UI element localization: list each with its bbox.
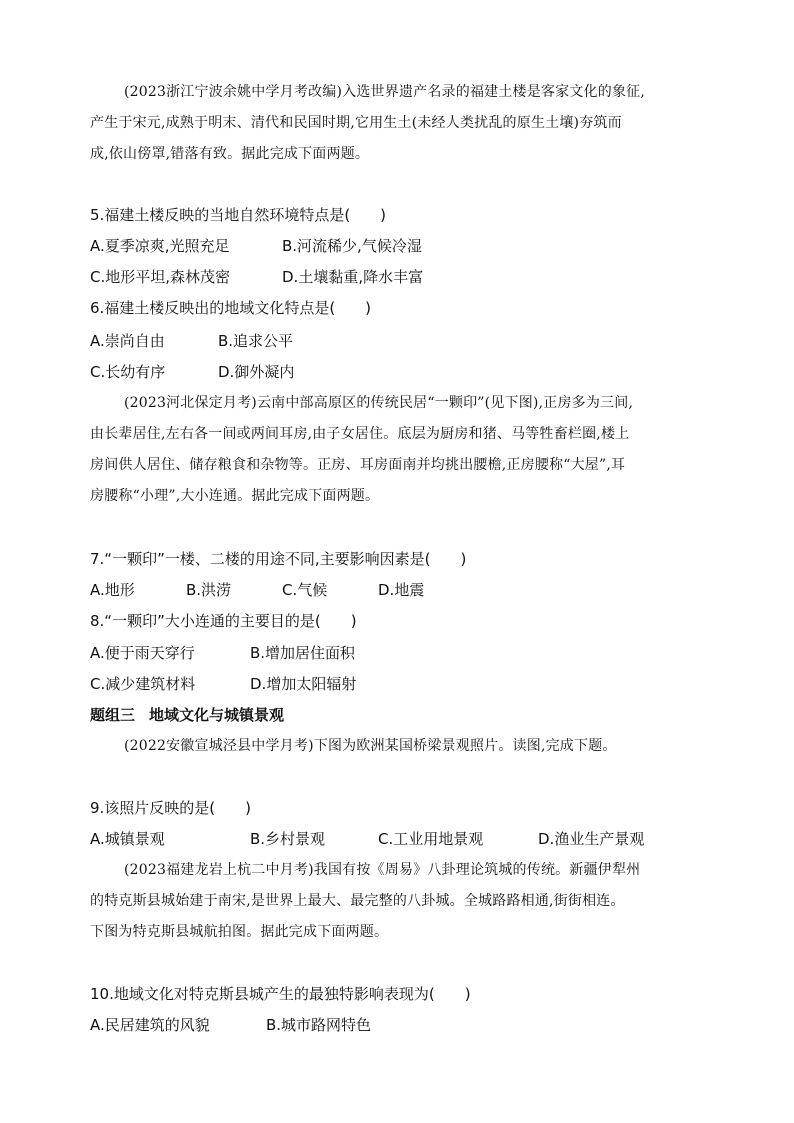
question-9-option-a: A.城镇景观 — [90, 830, 165, 848]
question-5-option-d: D.土壤黏重,降水丰富 — [282, 268, 424, 286]
passage4-line-1: (2023福建龙岩上杭二中月考)我国有按《周易》八卦理论筑城的传统。新疆伊犁州 — [124, 862, 641, 878]
passage3-line-1: (2022安徽宣城泾县中学月考)下图为欧洲某国桥梁景观照片。读图,完成下题。 — [124, 738, 617, 754]
section-heading — [90, 705, 284, 725]
question-7-option-a: A.地形 — [90, 581, 135, 599]
question-6-stem: 6.福建土楼反映出的地域文化特点是( ) — [90, 299, 372, 317]
question-10-option-b: B.城市路网特色 — [266, 1016, 372, 1034]
question-7-option-d: D.地震 — [378, 581, 425, 599]
question-10-option-a: A.民居建筑的风貌 — [90, 1016, 210, 1034]
passage4-line-3: 下图为特克斯县城航拍图。据此完成下面两题。 — [90, 924, 389, 940]
question-5-option-c: C.地形平坦,森林茂密 — [90, 268, 231, 286]
section-title: 地域文化与城镇景观 — [149, 706, 285, 724]
question-9-stem: 9.该照片反映的是( ) — [90, 799, 252, 817]
passage2-line-1: (2023河北保定月考)云南中部高原区的传统民居“一颗印”(见下图),正房多为三间, — [124, 395, 634, 411]
question-9-option-d: D.渔业生产景观 — [538, 830, 645, 848]
passage4-line-2: 的特克斯县城始建于南宋,是世界上最大、最完整的八卦城。全城路路相通,街街相连。 — [90, 893, 625, 909]
question-8-option-b: B.增加居住面积 — [250, 644, 356, 662]
question-7-option-c: C.气候 — [282, 581, 328, 599]
question-7-option-b: B.洪涝 — [186, 581, 232, 599]
question-9-option-b: B.乡村景观 — [250, 830, 326, 848]
question-6-option-a: A.崇尚自由 — [90, 332, 165, 350]
question-6-option-b: B.追求公平 — [218, 332, 294, 350]
question-8-option-a: A.便于雨天穿行 — [90, 644, 195, 662]
passage1-line-2: 产生于宋元,成熟于明末、清代和民国时期,它用生土(未经人类扰乱的原生土壤)夯筑而 — [90, 115, 622, 131]
passage2-line-4: 房腰称“小理”,大小连通。据此完成下面两题。 — [90, 488, 380, 504]
passage2-line-2: 由长辈居住,左右各一间或两间耳房,由子女居住。底层为厨房和猪、马等牲畜栏圈,楼上 — [90, 426, 630, 442]
question-5-option-a: A.夏季凉爽,光照充足 — [90, 237, 230, 255]
question-8-option-c: C.减少建筑材料 — [90, 675, 196, 693]
passage1-line-1: (2023浙江宁波余姚中学月考改编)入选世界遗产名录的福建土楼是客家文化的象征, — [124, 84, 646, 100]
question-6-option-c: C.长幼有序 — [90, 363, 166, 381]
question-8-option-d: D.增加太阳辐射 — [250, 675, 357, 693]
section-label: 题组三 — [90, 706, 136, 724]
passage1-line-3: 成,依山傍罩,错落有致。据此完成下面两题。 — [90, 146, 370, 162]
question-9-option-c: C.工业用地景观 — [378, 830, 484, 848]
question-10-stem: 10.地域文化对特克斯县城产生的最独特影响表现为( ) — [90, 985, 471, 1003]
question-5-option-b: B.河流稀少,气候冷湿 — [282, 237, 422, 255]
question-8-stem: 8.“一颗印”大小连通的主要目的是( ) — [90, 612, 357, 630]
question-7-stem: 7.“一颗印”一楼、二楼的用途不同,主要影响因素是( ) — [90, 550, 467, 568]
question-5-stem: 5.福建土楼反映的当地自然环境特点是( ) — [90, 206, 387, 224]
question-6-option-d: D.御外凝内 — [218, 363, 295, 381]
passage2-line-3: 房间供人居住、储存粮食和杂物等。正房、耳房面南并均挑出腰檐,正房腰称“大屋”,耳 — [90, 457, 626, 473]
